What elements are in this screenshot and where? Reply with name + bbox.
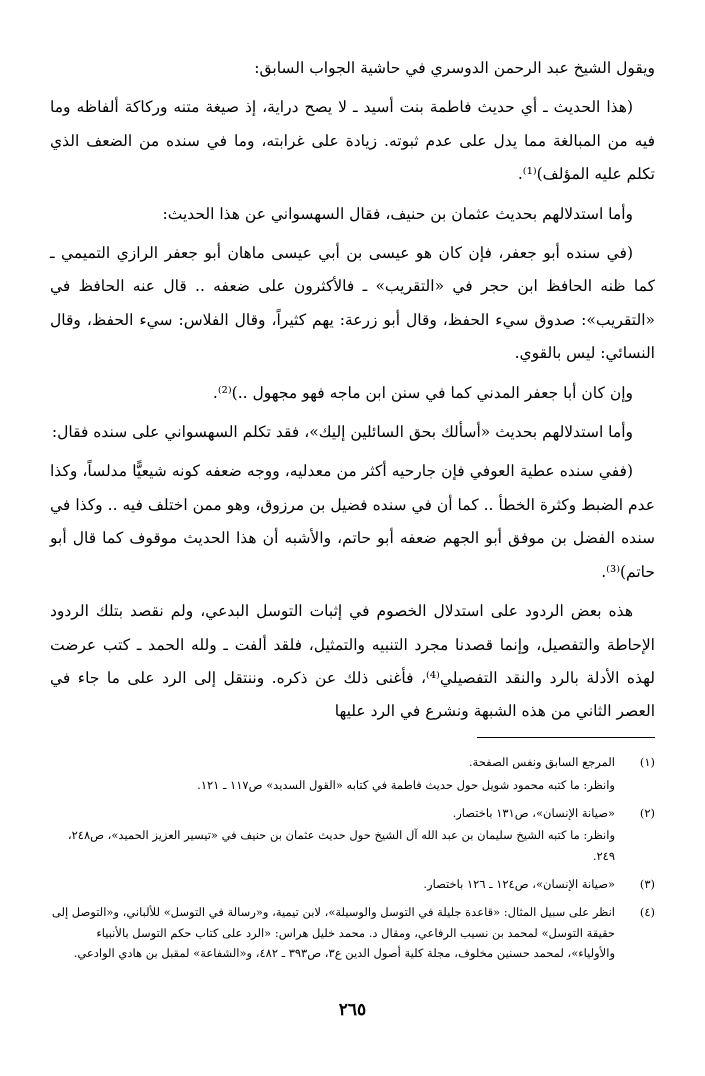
paragraph: (ففي سنده عطية العوفي فإن جارحيه أكثر من معدليه، ووجه ضعفه كونه شيعيًّا مدلساً، وكذا عدم الضبط وكثرة الخطأ .. كما أن في سنده فضيل بن مرزوق، وهو ممن اختلف فيه .. وكذا في سنده الفضل بن موفق أبو الجهم ضعفه أبو حاتم، والأشبه أن هذا الحديث موقوف كما قال أبو حاتم)⁽³⁾. [50, 462, 655, 581]
footnote [50, 752, 655, 798]
footnote-number: (١) [639, 755, 655, 769]
footnote-divider [477, 737, 655, 738]
footnote-number: (٣) [639, 876, 655, 891]
paragraph: وأما استدلالهم بحديث عثمان بن حنيف، فقال السهسواني عن هذا الحديث: [162, 204, 633, 223]
footnote-line: المرجع السابق ونفس الصفحة. [468, 755, 615, 769]
main-text [50, 52, 655, 735]
footnote-line: وانظر: ما كتبه محمود شويل حول حديث فاطمة في كتابه «القول السديد» ص١١٧ ـ ١٢١. [197, 777, 615, 792]
page-number: ٢٦٥ [338, 1000, 367, 1020]
paragraph: (هذا الحديث ـ أي حديث فاطمة بنت أسيد ـ لا يصح دراية، إذ صيغة متنه وركاكة ألفاظه وما فيه من المبالغة مما يدل على عدم ثبوته. زيادة على غرابته، وما في سنده من الضعف الذي تكلم عليه المؤلف)⁽¹⁾. [50, 98, 655, 184]
paragraph: (في سنده أبو جعفر، فإن كان هو عيسى بن أبي عيسى ماهان أبو جعفر الرازي التميمي ـ كما ظنه الحافظ ابن حجر في «التقريب» ـ فالأكثرون على ضعفه .. قال عنه الحافظ في «التقريب»: صدوق سيء الحفظ، وقال أبو زرعة: يهم كثيراً، وقال الفلاس: سيء الحفظ، وقال النسائي: ليس بالقوي. [50, 244, 655, 363]
footnote-line: «صيانة الإنسان»، ص١٣١ باختصار. [452, 805, 615, 820]
footnote-line: «صيانة الإنسان»، ص١٢٤ ـ ١٢٦ باختصار. [423, 876, 615, 891]
footnote-line: وانظر: ما كتبه الشيخ سليمان بن عبد الله آل الشيخ حول حديث عثمان بن حنيف في «تيسير العزيز الحميد»، ص٢٤٨، ٢٤٩. [67, 828, 615, 864]
footnotes [50, 752, 655, 971]
paragraph: ويقول الشيخ عبد الرحمن الدوسري في حاشية الجواب السابق: [254, 59, 655, 77]
footnote-number: (٤) [639, 904, 655, 919]
paragraph: وأما استدلالهم بحديث «أسألك بحق السائلين إليك»، فقد تكلم السهسواني على سنده فقال: [51, 423, 633, 442]
footnote-number: (٢) [639, 805, 655, 820]
footnote [50, 874, 655, 897]
footnote [50, 803, 655, 869]
footnote [50, 902, 655, 966]
footnote-line: انظر على سبيل المثال: «قاعدة جليلة في التوسل والوسيلة»، لابن تيمية، و«رسالة في التوسل» للألباني، و«التوصل إلى حقيقة التوسل» لمحمد بن نسيب الرفاعي، ومقال د. محمد خليل هراس: «الرد على كتاب حكم التوسل بالأنبياء والأولياء»، لمحمد حسنين مخلوف، مجلة كلية أصول الدين ع٣، ص٣٩٣ ـ ٤٨٢، و«الشفاعة» لمقبل بن هادي الوادعي. [51, 904, 615, 961]
paragraph: وإن كان أبا جعفر المدني كما في سنن ابن ماجه فهو مجهول ..)⁽²⁾. [212, 383, 633, 402]
paragraph: هذه بعض الردود على استدلال الخصوم في إثبات التوسل البدعي، ولم نقصد بتلك الردود الإحاطة والتفصيل، وإنما قصدنا مجرد التنبيه والتمثيل، فلقد ألفت ـ ولله الحمد ـ كتب عرضت لهذه الأدلة بالرد والنقد التفصيلي⁽⁴⁾، فأغنى ذلك عن ذكره. وننتقل إلى الرد على ما جاء في العصر الثاني من هذه الشبهة ونشرع في الرد عليها [50, 602, 655, 721]
